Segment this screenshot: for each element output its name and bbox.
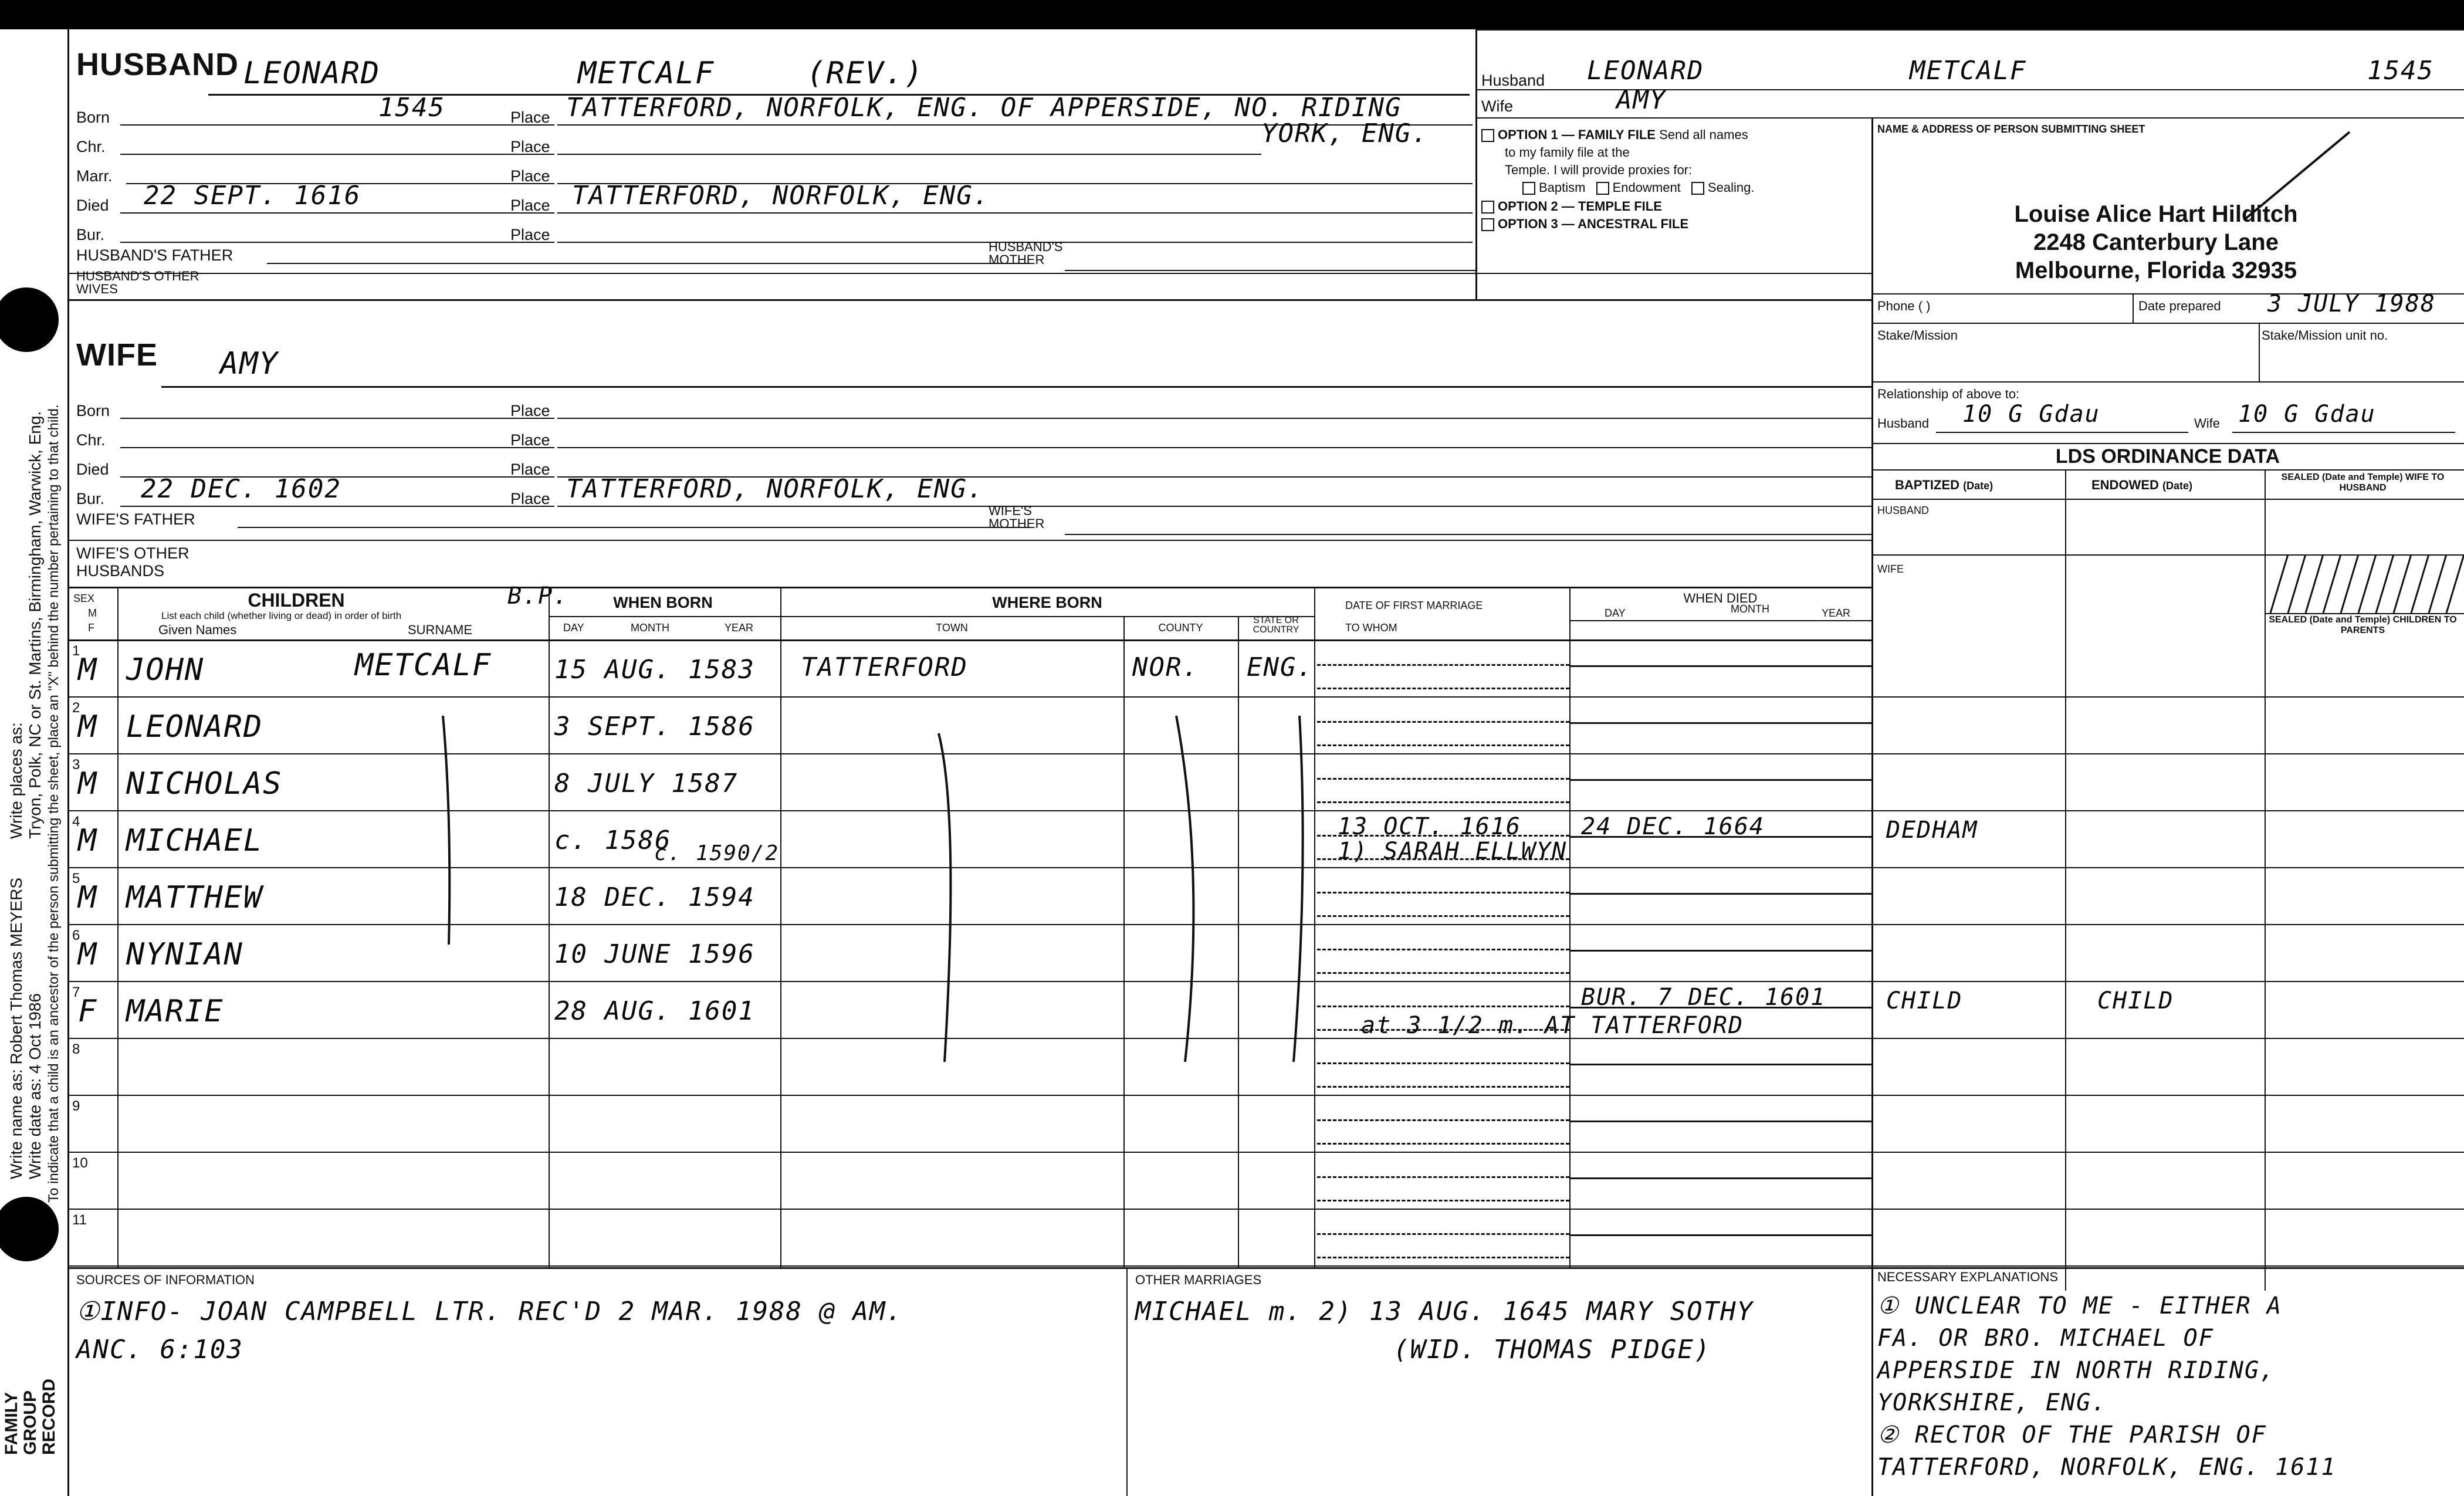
husband-chr-place-line (557, 154, 1261, 155)
stake-label: Stake/Mission (1877, 328, 1958, 343)
child-town: TATTERFORD (801, 652, 968, 682)
wife-bur-place-label: Place (510, 490, 550, 507)
header-husband-surname: METCALF (1910, 56, 2027, 86)
margin-ancestor-note: To indicate that a child is an ancestor of the person submitting the sheet, place an "X" behind the number pertaining to that child. (46, 404, 62, 1203)
child-row-line (67, 1152, 2464, 1153)
child-given-name: MARIE (126, 994, 224, 1029)
where-born-header: WHERE BORN (992, 594, 1102, 611)
husband-section-bottom (67, 299, 1871, 301)
husband-died-place: TATTERFORD, NORFOLK, ENG. (572, 181, 990, 211)
ordinance-wife-row: WIFE (1877, 563, 1904, 575)
sources-label: SOURCES OF INFORMATION (76, 1272, 255, 1287)
sources-line1: ①INFO- JOAN CAMPBELL LTR. REC'D 2 MAR. 1988 @ AM. (76, 1297, 903, 1326)
rel-wife-line (2232, 432, 2455, 433)
header-wife-label: Wife (1481, 97, 1513, 115)
sources-line2: ANC. 6:103 (76, 1335, 243, 1365)
wife-bur-line (120, 506, 554, 507)
spouse-dash-line (1317, 1200, 1569, 1201)
margin-write-name: Write name as: Robert Thomas MEYERS (7, 877, 25, 1179)
submitter-city: Melbourne, Florida 32935 (2015, 258, 2297, 283)
born-year-header: YEAR (725, 622, 754, 634)
husband-died-line (120, 212, 554, 214)
header-husband-label: Husband (1481, 72, 1545, 89)
first-marriage-header: DATE OF FIRST MARRIAGE (1345, 600, 1483, 611)
wife-chr-label: Chr. (76, 431, 106, 449)
husband-father-divider (67, 273, 1871, 274)
child-row-number: 5 (72, 871, 80, 886)
wife-given-name: AMY (220, 346, 279, 381)
to-whom-header: TO WHOM (1345, 622, 1397, 634)
husband-bur-place-label: Place (510, 226, 550, 243)
binder-hole-bottom (0, 1197, 59, 1261)
husband-bur-line (120, 242, 554, 243)
other-marriages-line1: MICHAEL m. 2) 13 AUG. 1645 MARY SOTHY (1135, 1297, 1754, 1326)
form-title: FAMILY GROUP RECORD (2, 1378, 59, 1455)
died-day-header: DAY (1605, 607, 1626, 619)
children-list-note: List each child (whether living or dead) in order of birth (161, 610, 402, 621)
header-husband-year: 1545 (2367, 56, 2434, 86)
sealed-children-line (2265, 613, 2464, 614)
option1-text-c: Temple. I will provide proxies for: (1505, 163, 1693, 177)
child-given-name: JOHN (126, 652, 205, 688)
wife-bur-date: 22 DEC. 1602 (141, 474, 341, 504)
husband-born-place-label: Place (510, 109, 550, 126)
wife-bur-label: Bur. (76, 490, 105, 507)
phone-label: Phone ( ) (1877, 299, 1931, 313)
husband-died-label: Died (76, 197, 109, 214)
sealed-children-header: SEALED (Date and Temple) CHILDREN TO PARENTS (2269, 615, 2457, 635)
died-line (1569, 1234, 1871, 1236)
spouse-dash-line (1317, 1143, 1569, 1145)
husband-title-note: (REV.) (807, 56, 924, 91)
scan-top-border (0, 0, 2464, 29)
option3[interactable]: OPTION 3 — ANCESTRAL FILE (1481, 217, 1688, 231)
child-row-number: 9 (72, 1098, 80, 1114)
wife-born-place-line (557, 418, 1871, 419)
spouse-dash-line (1317, 1257, 1569, 1258)
wife-chr-place-label: Place (510, 431, 550, 449)
husband-mother-line (1065, 270, 1475, 271)
born-sub-header-line (549, 616, 1314, 617)
husband-mother-label: HUSBAND'S MOTHER (989, 239, 1063, 267)
ordinance-col-divider-2 (2265, 469, 2266, 1291)
child-sex: M (78, 766, 98, 801)
explanations-line6: TATTERFORD, NORFOLK, ENG. 1611 (1877, 1454, 2337, 1481)
ordinance-top-line (1871, 443, 2464, 444)
header-wife-name: AMY (1616, 85, 1667, 115)
footer-divider (1126, 1267, 1128, 1496)
husband-born-date: 1545 (378, 93, 445, 123)
rel-wife-label: Wife (2194, 416, 2220, 431)
marriage-dash-line (1317, 1176, 1569, 1178)
husband-chr-label: Chr. (76, 138, 106, 155)
ordinance-col-divider-1 (2065, 499, 2066, 1291)
sex-m-header: M (88, 607, 97, 619)
binder-hole-top (0, 287, 59, 352)
husband-surname: METCALF (578, 56, 715, 91)
husband-given-name: LEONARD (243, 56, 381, 91)
ordinance-col-divider-1-head (2065, 469, 2066, 499)
submitter-name: Louise Alice Hart Hilditch (2014, 201, 2298, 227)
child-baptized: CHILD (1886, 987, 1963, 1014)
baptized-header: BAPTIZED (Date) (1895, 478, 1993, 492)
child-sex: M (78, 709, 98, 744)
died-month-header: MONTH (1731, 603, 1769, 615)
stake-top-line (1871, 323, 2464, 324)
husband-marr-place-label: Place (510, 167, 550, 185)
explanations-line2: FA. OR BRO. MICHAEL OF (1877, 1325, 2214, 1352)
rel-husband-value: 10 G Gdau (1962, 401, 2100, 428)
family-group-record-form (67, 29, 2464, 1496)
child-row-line (67, 1265, 2464, 1267)
county-header: COUNTY (1158, 622, 1203, 634)
rel-husband-line (1936, 432, 2188, 433)
child-endowed: CHILD (2097, 987, 2174, 1014)
sealed-wife-header: SEALED (Date and Temple) WIFE TO HUSBAND (2281, 472, 2445, 493)
wife-father-divider (67, 540, 1871, 541)
child-born-date: c. 1586 (554, 825, 672, 855)
husband-marr-label: Marr. (76, 167, 113, 185)
explanations-line3: APPERSIDE IN NORTH RIDING, (1877, 1357, 2276, 1384)
child-spouse: 1) SARAH ELLWYN (1338, 838, 1568, 865)
wife-father-line (238, 527, 1030, 528)
rel-husband-label: Husband (1877, 416, 1930, 431)
husband-bur-label: Bur. (76, 226, 105, 243)
option1-checkbox[interactable] (1481, 129, 1494, 142)
children-header: CHILDREN (248, 590, 345, 611)
endowed-header: ENDOWED (Date) (2091, 478, 2193, 492)
ditto-marks (67, 639, 1871, 1097)
sex-header: SEX (73, 593, 95, 604)
child-row-line (67, 1209, 2464, 1210)
husband-died-date: 22 SEPT. 1616 (144, 181, 361, 211)
child-born-date: 15 AUG. 1583 (554, 655, 755, 685)
child-died: 24 DEC. 1664 (1581, 813, 1765, 840)
child-given-name: MATTHEW (126, 880, 263, 915)
wife-born-label: Born (76, 402, 110, 419)
date-prepared-label: Date prepared (2138, 299, 2221, 313)
other-marriages-line2: (WID. THOMAS PIDGE) (1393, 1335, 1711, 1365)
child-born-date-alt: c. 1590/2 (654, 841, 780, 865)
child-baptized: DEDHAM (1886, 817, 1978, 844)
state-header: STATE OR COUNTRY (1253, 615, 1299, 635)
child-row-number: 3 (72, 757, 80, 773)
options-divider (1475, 117, 2464, 119)
relationship-top-line (1871, 381, 2464, 383)
child-sex: M (78, 652, 98, 688)
option1-text-b: to my family file at the (1505, 145, 1630, 160)
child-row-number: 2 (72, 700, 80, 716)
husband-born-line (120, 124, 554, 126)
options-top-border (1475, 29, 2464, 31)
marie-death-note: at 3 1/2 m. AT TATTERFORD (1361, 1012, 1744, 1039)
stake-unit-label: Stake/Mission unit no. (2262, 328, 2388, 343)
child-marriage-date: 13 OCT. 1616 (1338, 813, 1521, 840)
child-given-name: NYNIAN (126, 937, 243, 972)
wife-other-husbands-label: WIFE'S OTHER HUSBANDS (76, 544, 189, 580)
child-born-date: 28 AUG. 1601 (554, 996, 755, 1026)
explanations-line1: ① UNCLEAR TO ME - EITHER A (1877, 1292, 2282, 1319)
sealed-hatch (2265, 554, 2464, 613)
submitter-label: NAME & ADDRESS OF PERSON SUBMITTING SHEET (1877, 123, 2145, 135)
option1[interactable]: OPTION 1 — FAMILY FILE Send all names (1481, 128, 1748, 142)
child-given-name: LEONARD (126, 709, 263, 744)
child-sex: M (78, 937, 98, 972)
option1-proxies: Baptism Endowment Sealing. (1522, 181, 1754, 195)
margin-write-places: Write places as: (7, 722, 25, 839)
ordinance-husband-row: HUSBAND (1877, 505, 1930, 516)
child-given-name: NICHOLAS (126, 766, 283, 801)
date-prepared: 3 JULY 1988 (2267, 290, 2436, 317)
husband-father-label: HUSBAND'S FATHER (76, 246, 233, 264)
when-died-header: WHEN DIED (1683, 591, 1758, 605)
child-sex: M (78, 880, 98, 915)
submitter-street: 2248 Canterbury Lane (2033, 229, 2279, 255)
sealing-checkbox[interactable] (1691, 182, 1704, 195)
wife-born-line (120, 418, 554, 419)
explanations-label: NECESSARY EXPLANATIONS (1877, 1270, 2059, 1284)
ordinance-sub-line (1871, 499, 2464, 500)
wife-chr-place-line (557, 447, 1871, 448)
child-row-number: 11 (72, 1212, 87, 1228)
margin-places-example: Tryon, Polk, NC or St. Martins, Birmingham, Warwick, Eng. (26, 411, 44, 839)
wife-section-bottom (67, 587, 1871, 588)
wife-mother-label: WIFE'S MOTHER (989, 503, 1045, 531)
rel-wife-value: 10 G Gdau (2238, 401, 2376, 428)
died-line (1569, 1121, 1871, 1122)
ordinance-head-line (1871, 469, 2464, 471)
town-header: TOWN (936, 622, 968, 634)
header-husband-given: LEONARD (1587, 56, 1704, 86)
stake-divider (2259, 323, 2260, 381)
option2[interactable]: OPTION 2 — TEMPLE FILE (1481, 199, 1662, 214)
child-row-number: 10 (72, 1155, 88, 1171)
husband-chr-line (120, 154, 554, 155)
child-row-number: 1 (72, 643, 80, 659)
child-born-date: 3 SEPT. 1586 (554, 712, 755, 742)
wife-heading: WIFE (76, 337, 158, 373)
child-row-number: 8 (72, 1041, 80, 1057)
born-month-header: MONTH (631, 622, 669, 634)
option2-checkbox[interactable] (1481, 201, 1494, 214)
marriage-dash-line (1317, 1233, 1569, 1235)
child-county: NOR. (1132, 652, 1199, 682)
child-sex: M (78, 823, 98, 858)
husband-chr-place-label: Place (510, 138, 550, 155)
bp-mark: B.P. (507, 583, 569, 610)
husband-died-place-label: Place (510, 197, 550, 214)
wife-bur-place: TATTERFORD, NORFOLK, ENG. (566, 474, 984, 504)
wife-father-label: WIFE'S FATHER (76, 510, 195, 528)
when-born-header: WHEN BORN (613, 594, 713, 611)
died-header-box-line (1569, 620, 1871, 621)
child-sex: F (78, 994, 98, 1029)
wife-bur-place-line (557, 506, 1871, 507)
explanations-line4: YORKSHIRE, ENG. (1877, 1389, 2107, 1416)
option3-checkbox[interactable] (1481, 218, 1494, 231)
child-born-date: 8 JULY 1587 (554, 769, 739, 798)
child-row-number: 6 (72, 928, 80, 943)
died-line (1569, 1177, 1871, 1179)
submitter-left-border (1871, 117, 1873, 1496)
wife-died-label: Died (76, 461, 109, 478)
husband-father-line (267, 263, 1030, 264)
child-born-date: 18 DEC. 1594 (554, 882, 755, 912)
husband-heading: HUSBAND (76, 47, 239, 82)
husband-died-place-line (557, 212, 1473, 214)
child-given-name: MICHAEL (126, 823, 263, 858)
child-row-number: 4 (72, 814, 80, 830)
child-died: BUR. 7 DEC. 1601 (1581, 984, 1826, 1011)
child-country: ENG. (1247, 652, 1314, 682)
child-surname: METCALF (355, 648, 492, 683)
margin-write-date: Write date as: 4 Oct 1986 (26, 993, 44, 1179)
died-year-header: YEAR (1822, 607, 1851, 619)
surname-header: SURNAME (408, 622, 473, 637)
marriage-dash-line (1317, 1119, 1569, 1121)
wife-name-line (161, 386, 1871, 388)
wife-died-place-label: Place (510, 461, 550, 478)
wife-born-place-label: Place (510, 402, 550, 419)
given-names-header: Given Names (158, 622, 237, 637)
endowment-checkbox[interactable] (1596, 182, 1609, 195)
options-left-border (1475, 29, 1477, 299)
explanations-line5: ② RECTOR OF THE PARISH OF (1877, 1421, 2267, 1448)
phone-divider (2133, 293, 2134, 323)
wife-mother-line (1065, 534, 1871, 535)
other-marriages-label: OTHER MARRIAGES (1135, 1272, 1262, 1287)
born-day-header: DAY (563, 622, 584, 634)
child-row-number: 7 (72, 984, 80, 1000)
baptism-checkbox[interactable] (1522, 182, 1535, 195)
husband-born-place-cont: YORK, ENG. (1261, 119, 1429, 148)
child-born-date: 10 JUNE 1596 (554, 939, 755, 969)
husband-born-label: Born (76, 109, 110, 126)
husband-other-wives-label: HUSBAND'S OTHER WIVES (76, 269, 199, 296)
wife-chr-line (120, 447, 554, 448)
ordinance-title: LDS ORDINANCE DATA (2055, 445, 2280, 468)
table-bottom (67, 1267, 2464, 1269)
sex-f-header: F (88, 622, 94, 634)
relationship-label: Relationship of above to: (1877, 387, 2020, 401)
husband-born-place: TATTERFORD, NORFOLK, ENG. OF APPERSIDE, NO. RIDING (566, 93, 1402, 123)
